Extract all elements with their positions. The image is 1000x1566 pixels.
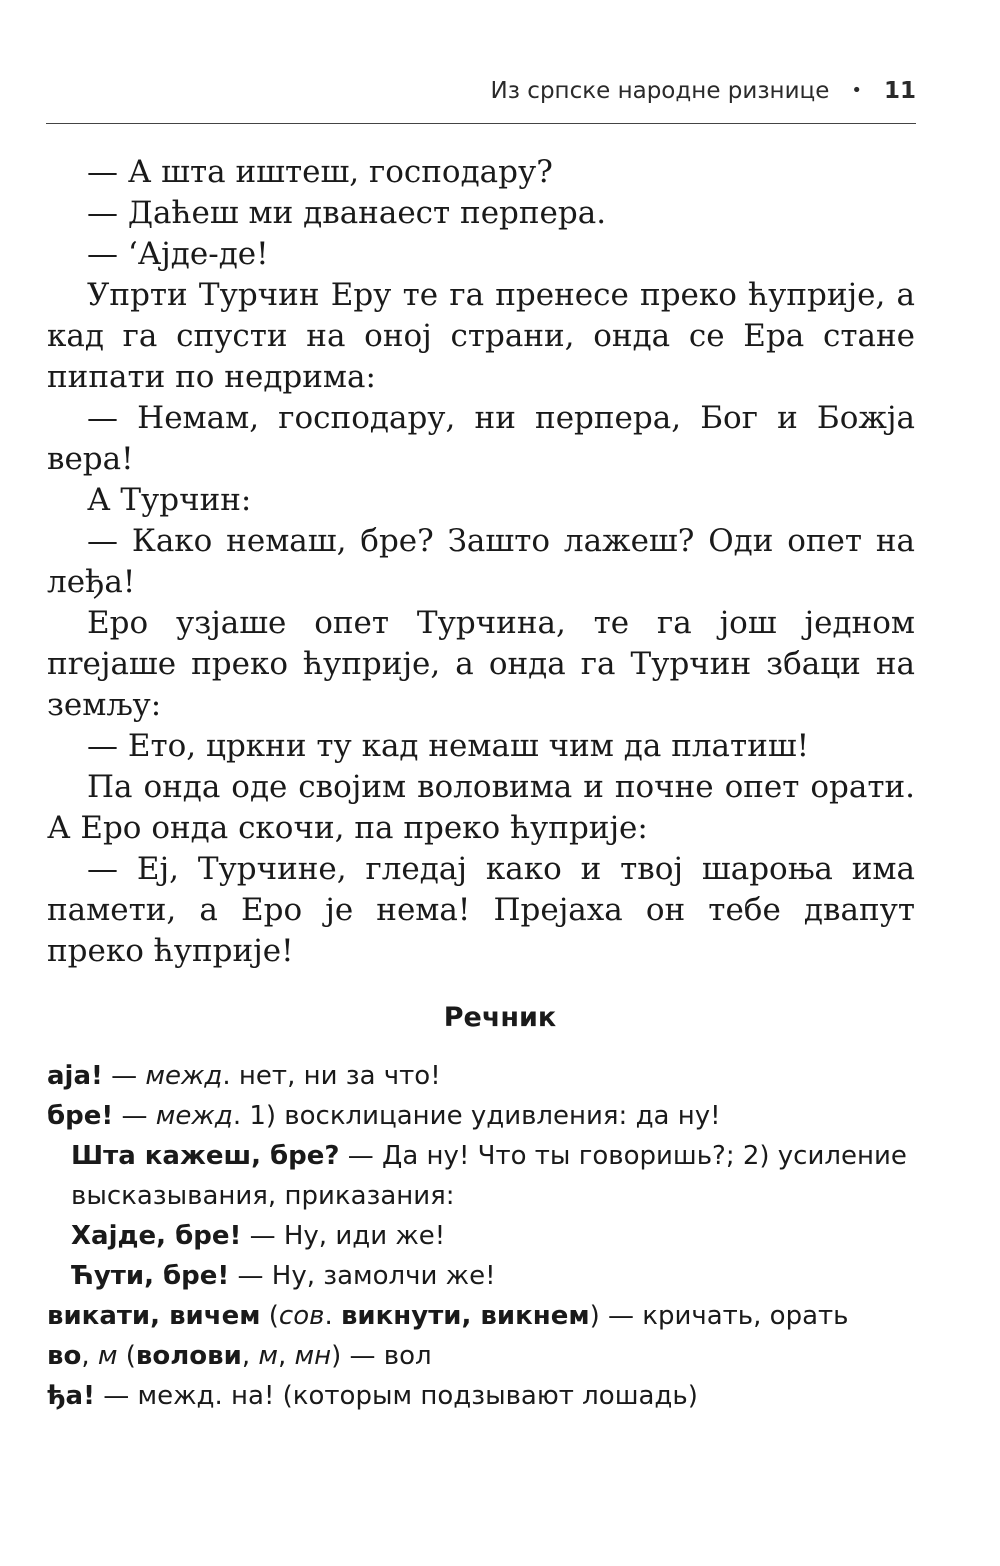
story-paragraph: Еро узјаше опет Турчина, те га још једном пrејаше преко ћуприје, а онда га Турчин збаци на земљу: xyxy=(47,605,915,723)
glossary-entry-aja: аја! — межд. нет, ни за что! xyxy=(47,1061,441,1091)
headword-variant: волови xyxy=(135,1341,242,1371)
headword: аја! xyxy=(47,1061,103,1091)
page-number: 11 xyxy=(883,78,916,104)
glossary-example xyxy=(47,1136,915,1216)
story-paragraph: Па онда оде својим воловима и почне опет орати. А Еро онда скочи, па преко ћуприје: xyxy=(47,769,915,846)
story-paragraph: — Ето, цркни ту кад немаш чим да платиш! xyxy=(87,728,810,764)
number-mark: мн xyxy=(294,1341,332,1371)
headword-variant: викнути, викнем xyxy=(340,1301,590,1331)
example-translation: — Ну, замолчи же! xyxy=(229,1261,496,1291)
part-of-speech: сов xyxy=(278,1301,325,1331)
example-phrase: Ћути, бре! xyxy=(71,1261,230,1291)
headword: бре! xyxy=(47,1101,114,1131)
story-paragraph: Упрти Турчин Еру те га пренесе преко ћуприје, а кад га спусти на оној страни, онда се Ера стане пипати по недрима: xyxy=(47,277,915,395)
glossary-entry-dja xyxy=(47,1376,915,1416)
header-separator: • xyxy=(851,80,862,101)
gender-mark: м xyxy=(258,1341,278,1371)
glossary-entry-bre: бре! — межд. 1) восклицание удивления: да ну! xyxy=(47,1101,721,1131)
example-phrase: Шта кажеш, бре? xyxy=(71,1141,340,1171)
story-paragraph: — ‘Ајде-де! xyxy=(87,236,269,272)
story-paragraph: — Немам, господару, ни перпера, Бог и Божја вера! xyxy=(47,400,915,477)
running-header xyxy=(48,78,916,114)
part-of-speech: межд xyxy=(155,1101,233,1131)
glossary-example xyxy=(47,1256,915,1296)
glossary-example xyxy=(47,1216,915,1256)
example-phrase: Хајде, бре! xyxy=(71,1221,242,1251)
definition: . нет, ни за что! xyxy=(222,1061,441,1091)
definition: — межд. на! (которым подзывают лошадь) xyxy=(94,1381,698,1411)
example-translation: — Да ну! Что ты говоришь?; 2) усиление высказывания, приказания: xyxy=(71,1141,907,1211)
running-title: Из српске народне ризнице xyxy=(490,78,830,104)
header-rule xyxy=(46,123,916,124)
story-paragraph: — Како немаш, бре? Зашто лажеш? Оди опет на леђа! xyxy=(47,523,915,600)
definition: ) — вол xyxy=(331,1341,432,1371)
headword: во xyxy=(47,1341,82,1371)
story-paragraph: — Даћеш ми дванаест перпера. xyxy=(87,195,607,231)
story-text xyxy=(47,152,915,972)
definition: ) — кричать, орать xyxy=(589,1301,849,1331)
part-of-speech: межд xyxy=(145,1061,223,1091)
story-paragraph: — Еј, Турчине, гледај како и твој шароња има памети, а Еро је нема! Прејаха он тебе двапут преко ћуприје! xyxy=(47,851,915,969)
gender-mark: м xyxy=(97,1341,118,1371)
glossary-title: Речник xyxy=(443,1002,557,1033)
glossary xyxy=(47,1056,915,1416)
headword: ђа! xyxy=(47,1381,95,1411)
headword: викати, вичем xyxy=(47,1301,261,1331)
example-translation: — Ну, иди же! xyxy=(241,1221,446,1251)
glossary-entry-vikati: викати, вичем (сов. викнути, викнем) — кричать, орать xyxy=(47,1301,849,1331)
glossary-entry-vo: во, м (волови, м, мн) — вол xyxy=(47,1341,432,1371)
definition: . 1) восклицание удивления: да ну! xyxy=(232,1101,721,1131)
story-paragraph: — А шта иштеш, господару? xyxy=(87,154,553,190)
story-paragraph: А Турчин: xyxy=(87,482,252,518)
